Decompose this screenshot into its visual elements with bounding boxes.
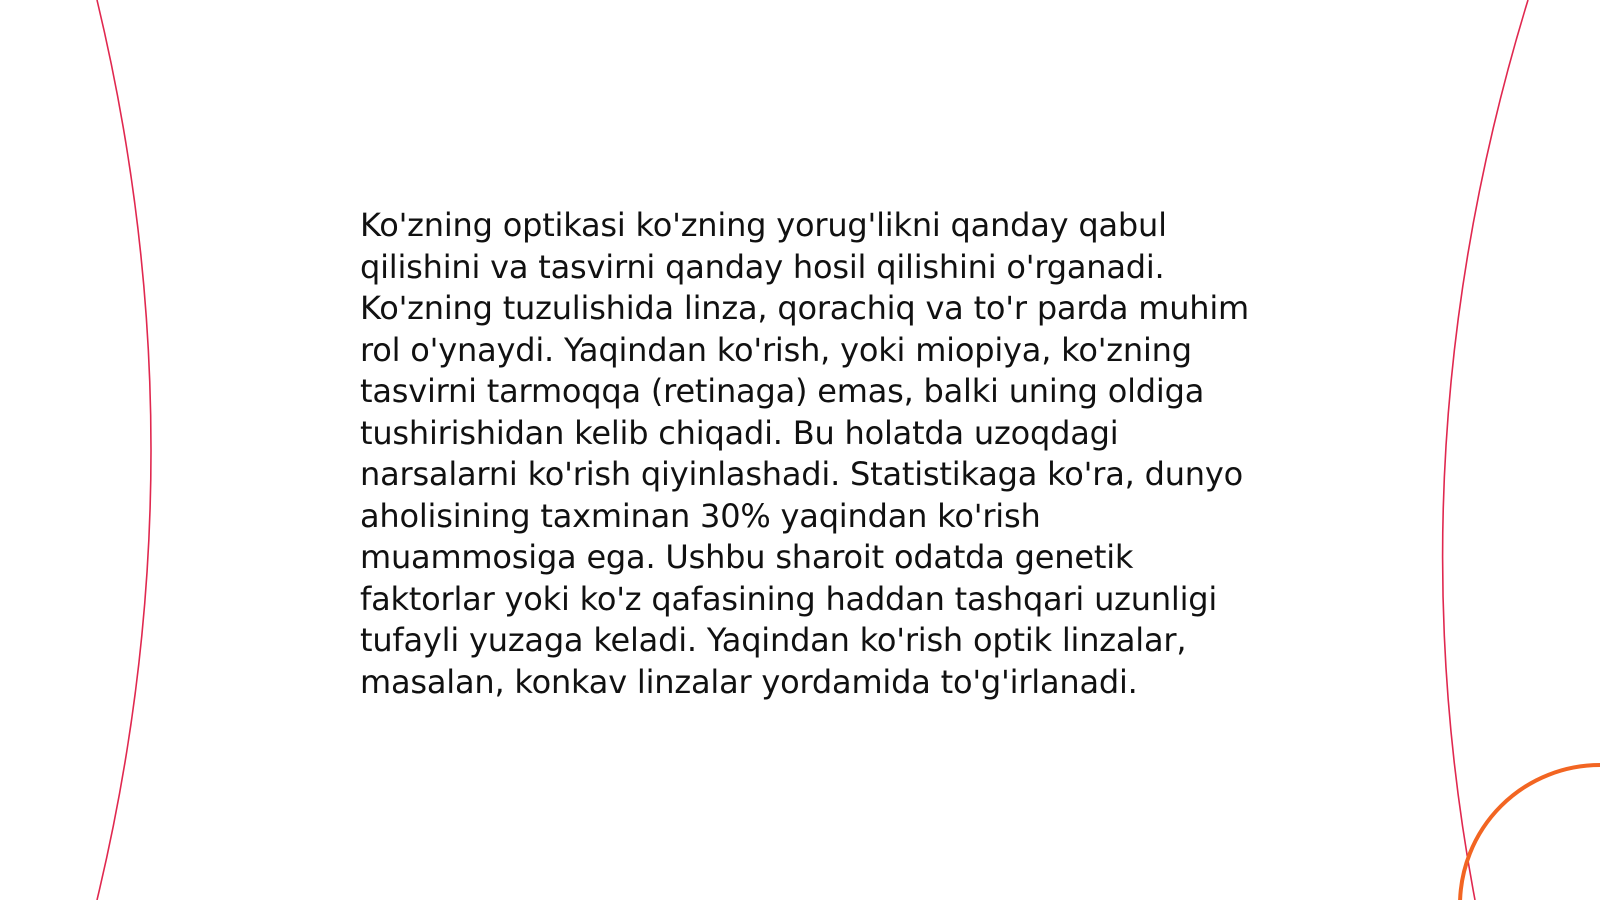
left-arc-line xyxy=(97,0,151,900)
corner-circle xyxy=(1460,765,1600,900)
right-arc-line xyxy=(1443,0,1528,900)
body-paragraph: Ko'zning optikasi ko'zning yorug'likni qanday qabul qilishini va tasvirni qanday hosil qilishini o'rganadi. Ko'zning tuzulishida linza, qorachiq va to'r parda muhim rol o'ynaydi. Yaqindan ko'rish, yoki miopiya, ko'zning tasvirni tarmoqqa (retinaga) emas, balki uning oldiga tushirishidan kelib chiqadi. Bu holatda uzoqdagi narsalarni ko'rish qiyinlashadi. Statistikaga ko'ra, dunyo aholisining taxminan 30% yaqindan ko'rish muammosiga ega. Ushbu sharoit odatda genetik faktorlar yoki ko'z qafasining haddan tashqari uzunligi tufayli yuzaga keladi. Yaqindan ko'rish optik linzalar, masalan, konkav linzalar yordamida to'g'irlanadi. xyxy=(360,206,1250,701)
